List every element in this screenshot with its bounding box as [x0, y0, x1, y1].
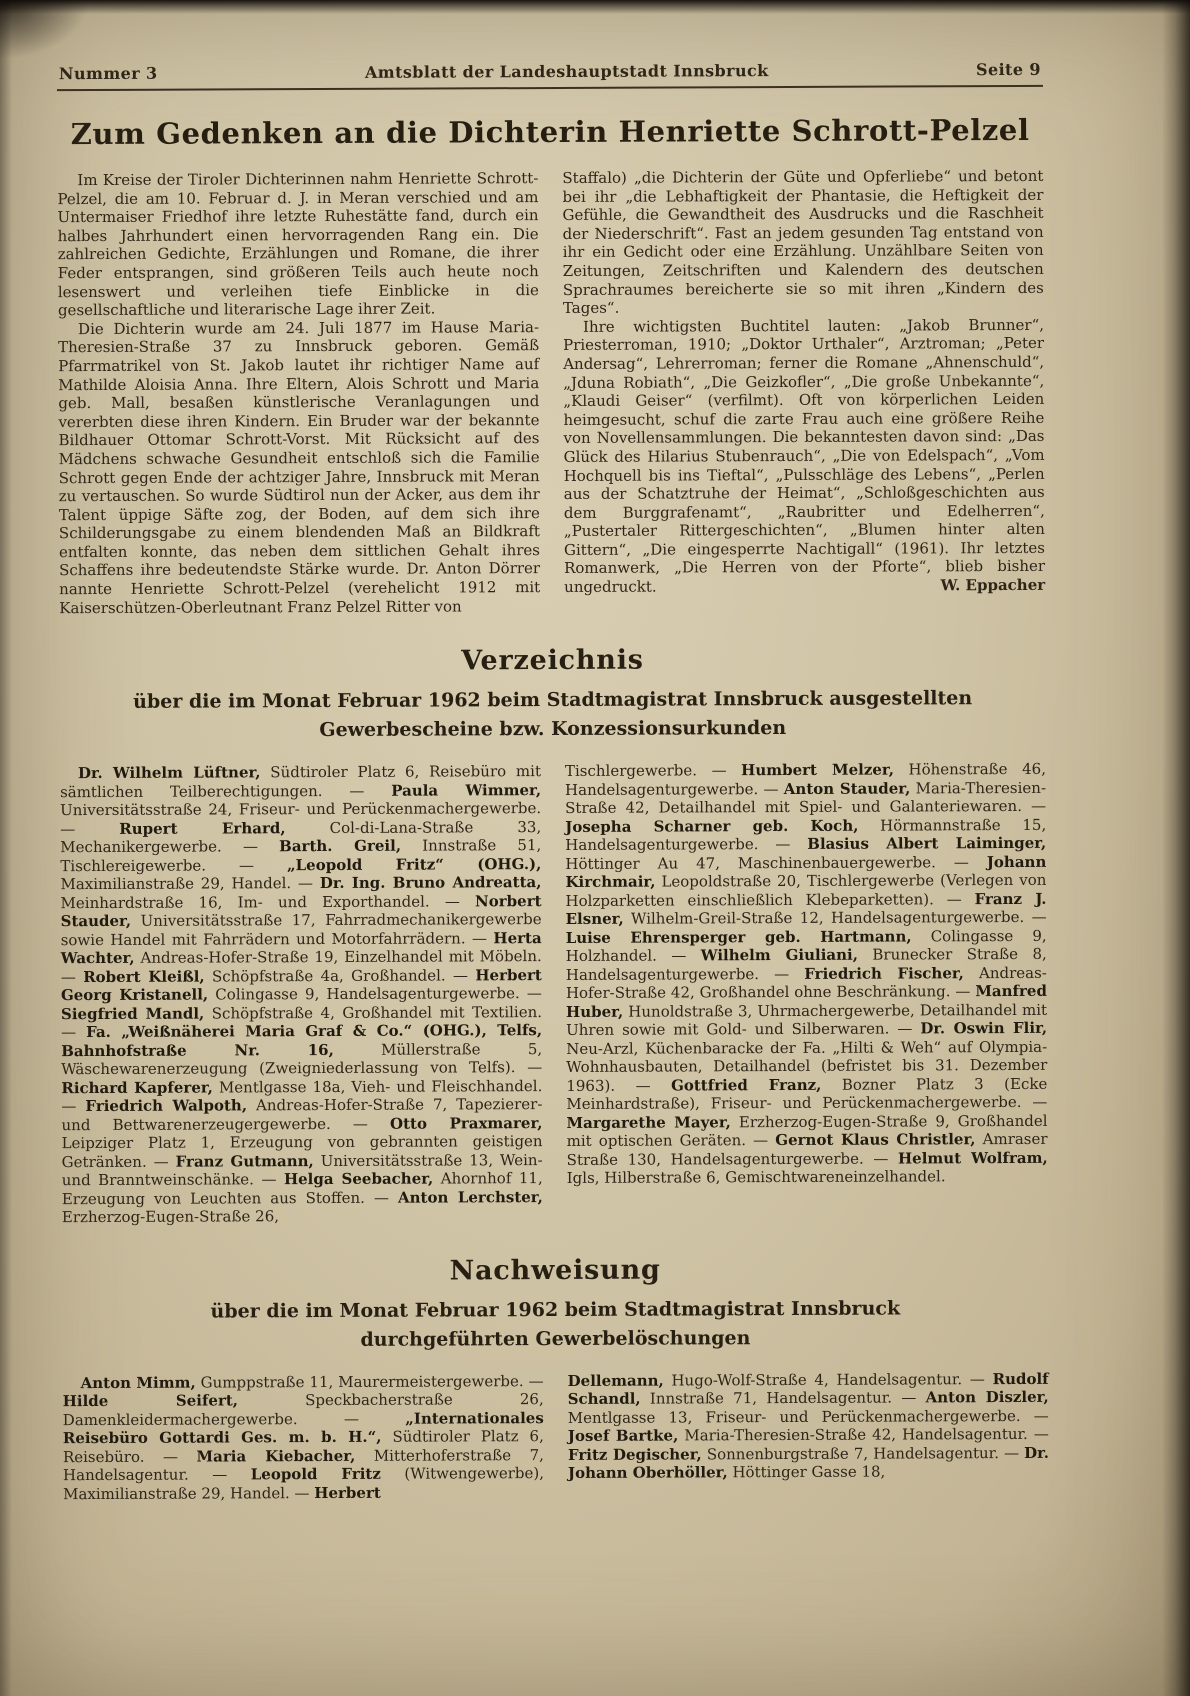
nachweisung-title: Nachweisung [449, 1254, 661, 1287]
verzeichnis-subtitle-line2: Gewerbescheine bzw. Konzessionsurkunden [319, 717, 787, 742]
article-paragraph-4-text: Ihre wichtigsten Buchtitel lauten: „Jakob Brunner“, Priesterroman, 1910; „Doktor Urthaler“, Arztroman; „Peter Andersag“, Lehrerroman; ferner die Romane „Ahnenschuld“, „Jduna Robiath“, „Die Geizkofler“, „Die große Unbekannte“, „Klaudi Geiser“ (verfilmt). Oft von körperlichen Leiden heimgesucht, schuf die zarte Frau auch eine größere Reihe von Novellensammlungen. Die bekanntesten davon sind: „Das Glück des Hilarius Stubenrauch“, „Die von Edelspach“, „Vom Hochquell bis ins Tieftal“, „Pulsschläge des Lebens“, „Perlen aus der Schatztruhe der Heimat“, „Schloßgeschichten aus dem Burggrafenamt“, „Raubritter und Edelherren“, „Pustertaler Rittergeschichten“, „Blumen hinter alten Gittern“, „Die eingesperrte Nachtigall“ (1961). Ihr letztes Romanwerk, „Die Herren von der Pforte“, blieb bisher ungedruckt. [563, 315, 1046, 597]
article-paragraph-2: Die Dichterin wurde am 24. Juli 1877 im Hause Maria-Theresien-Straße 37 zu Innsbruck geboren. Gemäß Pfarrmatrikel von St. Jakob lautet ihr richtiger Name auf Mathilde Aloisia Anna. Ihre Eltern, Alois Schrott und Maria geb. Mall, besaßen künstlerische Veranlagungen und vererbten diese ihren Kindern. Ein Bruder war der bekannte Bildhauer Ottomar Schrott-Vorst. Mit Rücksicht auf des Mädchens schwache Gesundheit entschloß sich die Familie Schrott gegen Ende der achtziger Jahre, Innsbruck mit Meran zu vertauschen. So wurde Südtirol nun der Acker, aus dem ihr Talent üppige Säfte zog, der Boden, auf dem sich ihre Schilderungsgabe zu einem blendenden Maß an Bildkraft entfalten konnte, das neben dem sittlichen Gehalt ihres Schaffens ihre bedeutendste Stärke wurde. Dr. Anton Dörrer nannte Henriette Schrott-Pelzel (verehelicht 1912 mit Kaiserschützen-Oberleutnant Franz Pelzel Ritter von [58, 317, 541, 617]
verzeichnis-title: Verzeichnis [461, 644, 644, 677]
article-paragraph-3: Staffalo) „die Dichterin der Güte und Opferliebe“ und betont bei ihr „die Lebhaftigkeit der Phantasie, die Heftigkeit der Gefühle, die Gewandtheit des Ausdrucks und die Raschheit der Niederschrift“. Fast an jedem gesunden Tag entstand von ihr ein Gedicht oder eine Erzählung. Unzählbare Seiten von Zeitungen, Zeitschriften und Kalendern des deutschen Sprachraumes bereicherte sie so mit ihren „Kindern des Tages“. [562, 166, 1044, 318]
header-journal-title: Amtsblatt der Landeshauptstadt Innsbruck [364, 61, 769, 82]
nachweisung-subtitle-line2: durchgeführten Gewerbelöschungen [360, 1326, 751, 1351]
article-column-right [562, 167, 1045, 615]
scan-edge-left [0, 0, 12, 1696]
article-title: Zum Gedenken an die Dichterin Henriette Schrott-Pelzel [70, 112, 1030, 152]
article-byline: W. Eppacher [940, 575, 1046, 595]
nachweisung-column-right: Dellemann, Hugo-Wolf-Straße 4, Handelsagentur. — Rudolf Schandl, Innstraße 71, Handelsagentur. — Anton Diszler, Mentlgasse 13, Friseur- und Perückenmachergewerbe. — Josef Bartke, Maria-Theresien-Straße 42, Handelsagentur. — Fritz Degischer, Sonnenburgstraße 7, Handelsagentur. — Dr. Johann Oberhöller, Höttinger Gasse 18, [567, 1369, 1049, 1483]
page-content [57, 60, 1049, 1504]
verzeichnis-columns [60, 760, 1048, 1227]
nachweisung-subtitle-line1: über die im Monat Februar 1962 beim Stadtmagistrat Innsbruck [210, 1297, 901, 1323]
header-issue-number: Nummer 3 [58, 63, 158, 84]
verzeichnis-subtitle [60, 684, 1046, 746]
nachweisung-columns [63, 1370, 1050, 1504]
header-page-number: Seite 9 [975, 59, 1041, 80]
scan-edge-top [0, 0, 1190, 14]
article-paragraph-1: Im Kreise der Tiroler Dichterinnen nahm Henriette Schrott-Pelzel, die am 10. Februar d. J. in Meran verschied und am Untermaiser Friedhof ihre letzte Ruhestätte fand, durch ein halbes Jahrhundert einen hervorragenden Rang ein. Die zahlreichen Gedichte, Erzählungen und Romane, die ihrer Feder entsprangen, sind größeren Teils auch heute noch lesenswert und verleihen tiefe Einblicke in die gesellschaftliche und literarische Lage ihrer Zeit. [57, 169, 539, 320]
verzeichnis-column-right: Tischlergewerbe. — Humbert Melzer, Höhenstraße 46, Handelsagenturgewerbe. — Anton Stauder, Maria-Theresien-Straße 42, Detailhandel mit Spiel- und Galanteriewaren. — Josepha Scharner geb. Koch, Hörmannstraße 15, Handelsagenturgewerbe. — Blasius Albert Laiminger, Höttinger Au 47, Maschinenbauergewerbe. — Johann Kirchmair, Leopoldstraße 20, Tischlergewerbe (Verlegen von Holzparketten einschließlich Klebeparketten). — Franz J. Elsner, Wilhelm-Greil-Straße 12, Handelsagenturgewerbe. — Luise Ehrensperger geb. Hartmann, Colingasse 9, Holzhandel. — Wilhelm Giuliani, Brunecker Straße 8, Handelsagenturgewerbe. — Friedrich Fischer, Andreas-Hofer-Straße 42, Großhandel ohne Beschränkung. — Manfred Huber, Hunoldstraße 3, Uhrmachergewerbe, Detailhandel mit Uhren sowie mit Gold- und Silberwaren. — Dr. Oswin Flir, Neu-Arzl, Küchenbaracke der Fa. „Hilti & Weh“ auf Olympia-Wohnhausbauten, Detailhandel (befristet bis 31. Dezember 1963). — Gottfried Franz, Bozner Platz 3 (Ecke Meinhardstraße), Friseur- und Perückenmachergewerbe. — Margarethe Mayer, Erzherzog-Eugen-Straße 9, Großhandel mit optischen Geräten. — Gernot Klaus Christler, Amraser Straße 130, Handelsagenturgewerbe. — Helmut Wolfram, Igls, Hilberstraße 6, Gemischtwareneinzelhandel. [564, 760, 1048, 1188]
nachweisung-column-left: Anton Mimm, Gumppstraße 11, Maurermeistergewerbe. — Hilde Seifert, Speckbacherstraße 26, Damenkleidermachergewerbe. — „Internationales Reisebüro Gottardi Ges. m. b. H.“, Südtiroler Platz 6, Reisebüro. — Maria Kiebacher, Mitterhoferstraße 7, Handelsagentur. — Leopold Fritz (Witwengewerbe), Maximilianstraße 29, Handel. — Herbert [62, 1371, 545, 1503]
scan-edge-right [1162, 0, 1190, 1696]
nachweisung-subtitle [62, 1294, 1048, 1356]
article-columns [57, 167, 1045, 618]
verzeichnis-column-left: Dr. Wilhelm Lüftner, Südtiroler Platz 6, Reisebüro mit sämtlichen Teilberechtigungen. — Paula Wimmer, Universitätsstraße 24, Friseur- und Perückenmachergewerbe. — Rupert Erhard, Col-di-Lana-Straße 33, Mechanikergewerbe. — Barth. Greil, Innstraße 51, Tischlereigewerbe. — „Leopold Fritz“ (OHG.), Maximilianstraße 29, Handel. — Dr. Ing. Bruno Andreatta, Meinhardstraße 16, Im- und Exporthandel. — Norbert Stauder, Universitätsstraße 17, Fahrradmechanikergewerbe sowie Handel mit Fahrrädern und Motorfahrrädern. — Herta Wachter, Andreas-Hofer-Straße 19, Einzelhandel mit Möbeln. — Robert Kleißl, Schöpfstraße 4a, Großhandel. — Herbert Georg Kristanell, Colingasse 9, Handelsagenturgewerbe. — Siegfried Mandl, Schöpfstraße 4, Großhandel mit Textilien. — Fa. „Weißnäherei Maria Graf & Co.“ (OHG.), Telfs, Bahnhofstraße Nr. 16, Müllerstraße 5, Wäschewarenerzeugung (Zweigniederlassung von Telfs). — Richard Kapferer, Mentlgasse 18a, Vieh- und Fleischhandel. — Friedrich Walpoth, Andreas-Hofer-Straße 7, Tapezierer- und Bettwarenerzeugergewerbe. — Otto Praxmarer, Leipziger Platz 1, Erzeugung von gebrannten geistigen Getränken. — Franz Gutmann, Universitätsstraße 13, Wein- und Branntweinschänke. — Helga Seebacher, Ahornhof 11, Erzeugung von Leuchten aus Stoffen. — Anton Lerchster, Erzherzog-Eugen-Straße 26, [60, 762, 543, 1227]
verzeichnis-subtitle-line1: über die im Monat Februar 1962 beim Stadtmagistrat Innsbruck ausgestellten [133, 687, 973, 714]
article-column-left [57, 169, 540, 617]
page-header [57, 60, 1043, 91]
scan-corner-top-left [0, 0, 90, 60]
article-paragraph-4 [563, 316, 1045, 597]
